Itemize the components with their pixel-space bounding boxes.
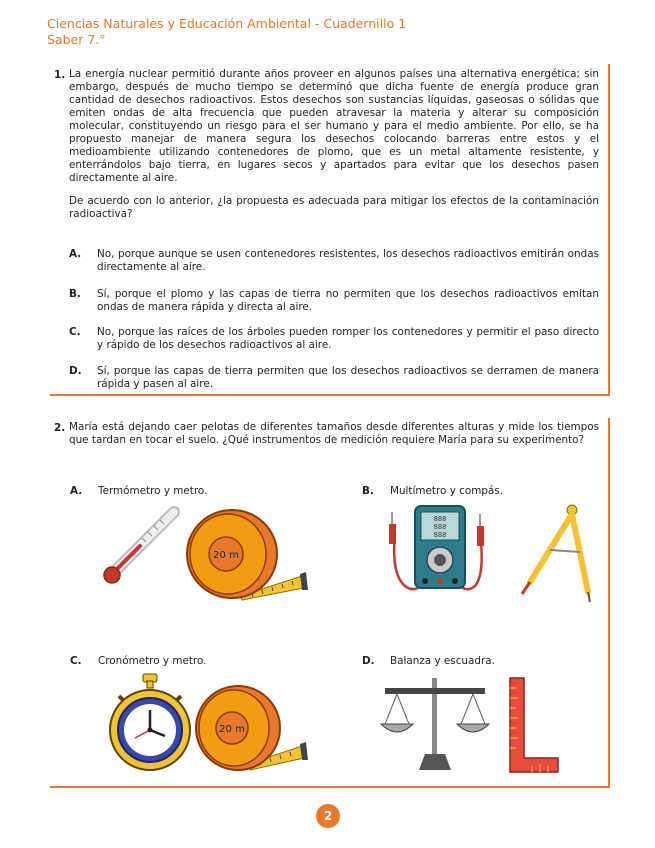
question-2 — [50, 418, 610, 788]
question-text: María está dejando caer pelotas de diferentes tamaños desde diferentes alturas y mide los tiempos que tardan en tocar el suelo. ¿Qué instrumentos de medición requiere María para su experimento? — [69, 421, 599, 446]
tape-measure-icon — [190, 680, 325, 776]
option-letter: D. — [69, 365, 82, 377]
option-letter: A. — [70, 485, 83, 497]
stopwatch-icon — [105, 670, 195, 775]
option-c[interactable] — [70, 655, 206, 667]
page-header — [47, 16, 406, 48]
option-b[interactable] — [362, 485, 503, 497]
balance-scale-icon — [375, 674, 495, 774]
question-1 — [50, 64, 610, 396]
display-line-3: 888 — [433, 531, 447, 539]
option-d[interactable] — [362, 655, 495, 667]
square-ruler-icon — [508, 676, 560, 774]
option-letter: B. — [69, 288, 81, 300]
option-text: Sí, porque el plomo y las capas de tierra no permiten que los desechos radioactivos emitan ondas de manera rápida y directa al aire. — [97, 288, 599, 313]
option-letter: A. — [69, 248, 82, 260]
option-d[interactable] — [69, 365, 599, 391]
option-text: Multímetro y compás. — [390, 485, 504, 497]
tape-label: 20 m — [213, 550, 239, 561]
tape-measure-icon — [180, 500, 330, 605]
option-b[interactable] — [69, 288, 599, 314]
option-letter: C. — [69, 326, 81, 338]
display-line-2: 888 — [433, 523, 447, 531]
question-number: 1. — [54, 69, 66, 81]
option-letter: C. — [70, 655, 82, 667]
tape-label: 20 m — [219, 724, 245, 735]
display-line-1: 888 — [433, 515, 447, 523]
question-prompt: De acuerdo con lo anterior, ¿la propuesta es adecuada para mitigar los efectos de la contaminación radioactiva? — [69, 195, 599, 220]
thermometer-icon — [100, 504, 190, 586]
option-text: Balanza y escuadra. — [390, 655, 495, 667]
option-letter: B. — [362, 485, 374, 497]
option-text: No, porque aunque se usen contenedores resistentes, los desechos radioactivos emitirán ondas directamente al aire. — [97, 248, 599, 273]
option-c[interactable] — [69, 326, 599, 352]
option-text: Sí, porque las capas de tierra permiten que los desechos radioactivos se derramen de manera rápida y pasen al aire. — [97, 365, 599, 390]
multimeter-icon — [385, 504, 505, 600]
question-number: 2. — [54, 422, 66, 434]
option-text: Cronómetro y metro. — [98, 655, 207, 667]
page-number: 2 — [316, 804, 340, 828]
option-a[interactable] — [69, 248, 599, 274]
option-text: No, porque las raíces de los árboles pueden romper los contenedores y permitir el paso directo y rápido de los desechos radioactivos al aire. — [97, 326, 599, 351]
option-letter: D. — [362, 655, 375, 667]
compass-icon — [510, 502, 600, 604]
question-text: La energía nuclear permitió durante años proveer en algunos países una alternativa energética; sin embargo, después de mucho tiempo se determinó que dicha fuente de energía produce gran cantidad de desechos radioactivos. Estos desechos son sustancias líquidas, gaseosas o sólidas que emiten ondas de alta frecuencia que pueden atravesar la materia y alterar su composición molecular, constituyendo un riesgo para el ser humano y para el medio ambiente. Por ello, se ha propuesto manejar de manera segura los desechos colocando barreras entre estos y el medioambiente utilizando contenedores de plomo, que es un metal altamente resistente, y enterrándolos bajo tierra, en lugares secos y apartados para evitar que los desechos pasen directamente al aire. — [69, 68, 599, 184]
option-a[interactable] — [70, 485, 207, 497]
header-grade: Saber 7.° — [47, 32, 106, 47]
header-subject: Ciencias Naturales y Educación Ambiental - Cuadernillo 1 — [47, 16, 407, 31]
option-text: Termómetro y metro. — [98, 485, 208, 497]
